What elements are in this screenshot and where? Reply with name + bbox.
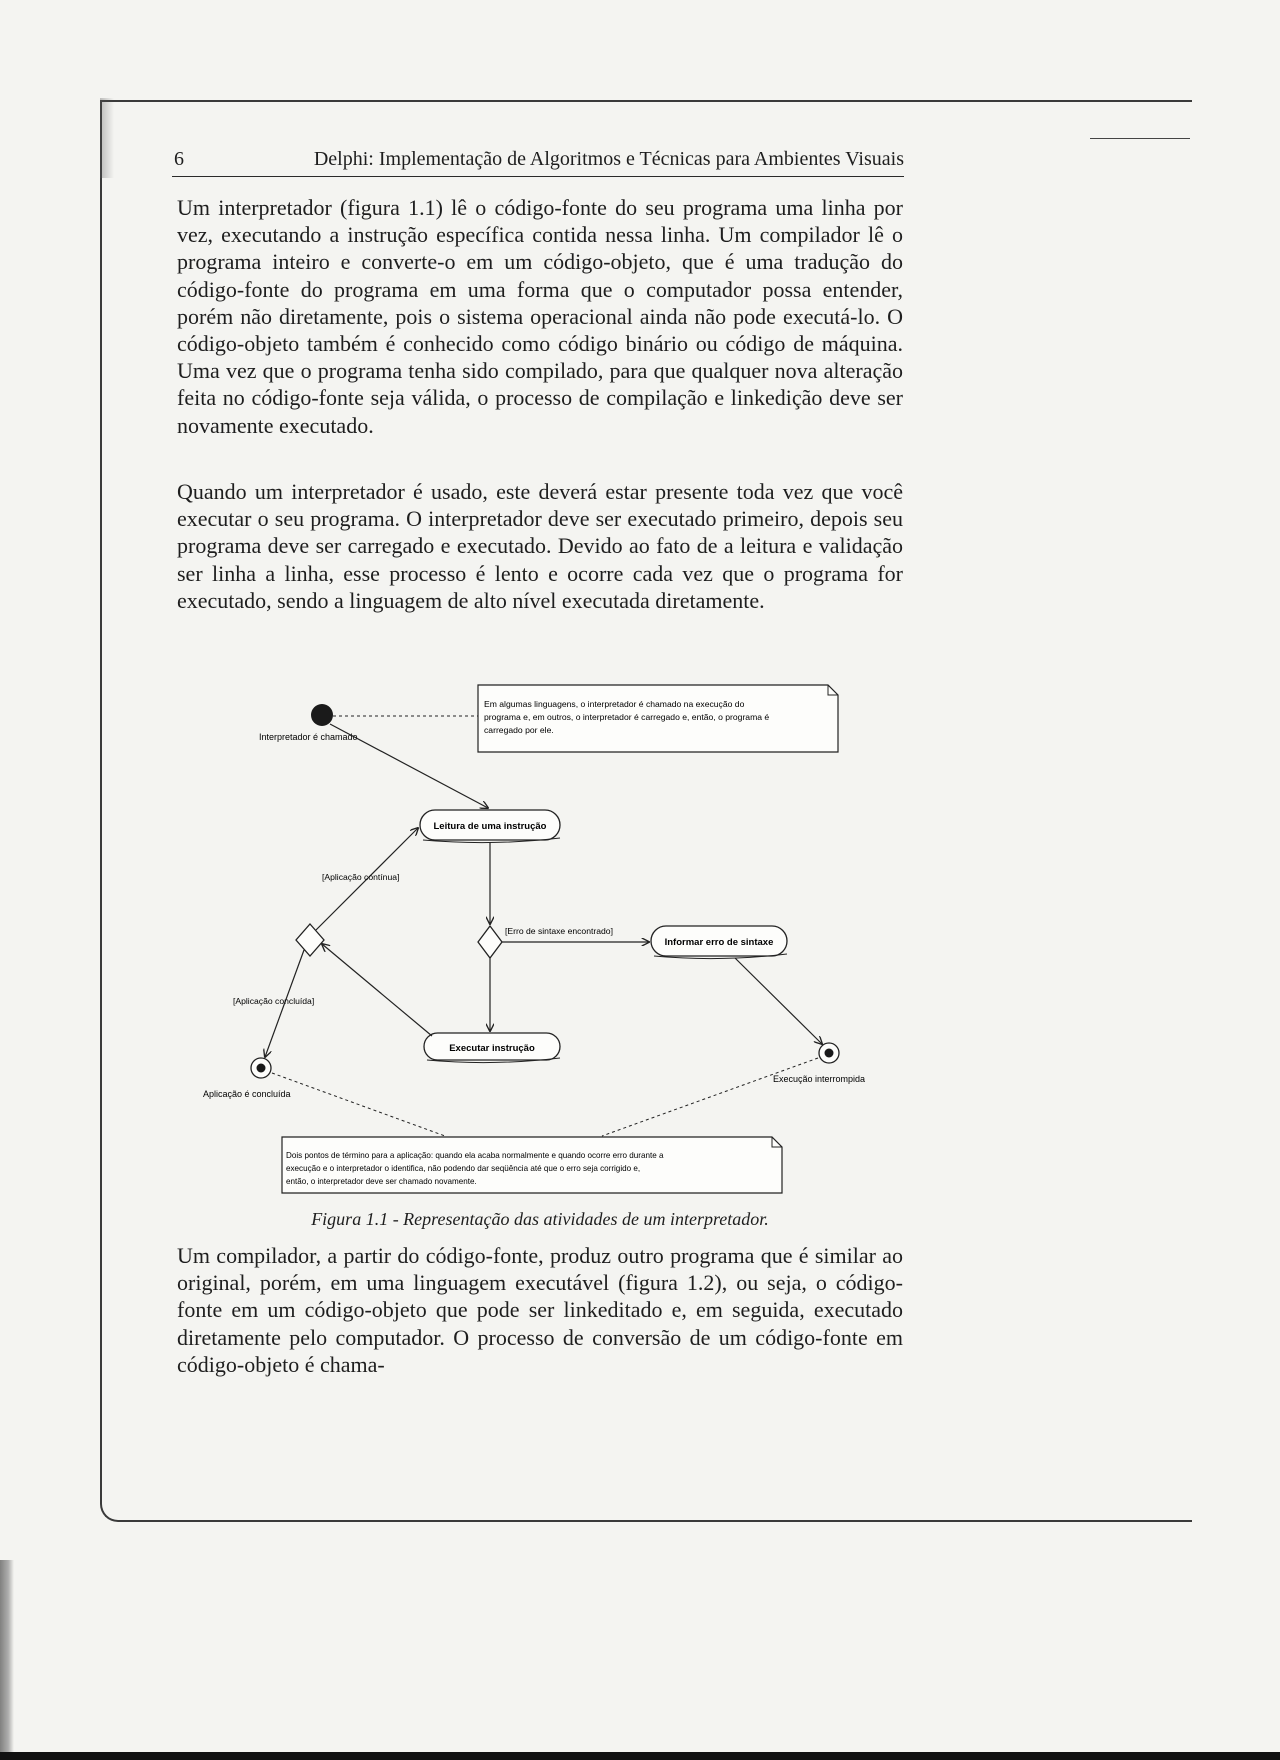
decision-continue [296,924,324,956]
start-node [311,704,333,726]
note-top-line-2: programa e, em outros, o interpretador é carregado e, então, o programa é [484,712,770,722]
note-top [478,685,838,752]
activity-execute-label: Executar instrução [449,1043,535,1054]
note-bottom-line-2: execução e o interpretador o identifica, não podendo dar seqüência até que o erro seja corrigido e, [286,1164,641,1173]
page-number: 6 [174,148,184,170]
paragraph-interpreter: Um interpretador (figura 1.1) lê o código-fonte do seu programa uma linha por vez, executando a instrução específica contida nessa linha. Um compilador lê o programa inteiro e converte-o em um código-objeto, que é uma tradução do código-fonte do programa em uma forma que o computador possa entender, porém não diretamente, pois o sistema operacional ainda não pode executá-lo. O código-objeto também é conhecido como código binário ou código de máquina. Uma vez que o programa tenha sido compilado, para que qualquer nova alteração feita no código-fonte seja válida, o processo de compilação e linkedição deve ser novamente executado. [177,195,903,438]
start-label: Interpretador é chamado [259,732,358,742]
interpreter-activity-diagram [200,675,866,1205]
scan-shadow-left [0,1560,14,1760]
guard-continue: [Aplicação contínua] [322,872,400,882]
activity-read-label: Leitura de uma instrução [433,821,547,832]
paragraph-compiler: Um compilador, a partir do código-fonte, produz outro programa que é similar ao original, porém, em uma linguagem executável (figura 1.2), ou seja, o código-fonte em um código-objeto que pode ser linkeditado e, em seguida, executado diretamente pelo computador. O processo de conversão de um código-fonte em código-objeto é chama- [177,1243,903,1377]
end-interrupted-label: Execução interrompida [773,1074,866,1084]
end-node-done [251,1058,271,1078]
decision-syntax [478,926,502,958]
guard-done: [Aplicação concluída] [233,996,315,1006]
paragraph-interpreter-usage: Quando um interpretador é usado, este deverá estar presente toda vez que você executar o seu programa. O interpretador deve ser executado primeiro, depois seu programa deve ser carregado e executado. Devido ao fato de a leitura e validação ser linha a linha, esse processo é lento e ocorre cada vez que o programa for executado, sendo a linguagem de alto nível executada diretamente. [177,479,903,613]
scan-bottom-edge [0,1752,1280,1760]
running-header [172,146,904,177]
activity-error-label: Informar erro de sintaxe [664,937,774,948]
guard-syntax-error: [Erro de sintaxe encontrado] [505,926,613,936]
scan-shadow-top [100,98,114,178]
note-bottom-line-3: então, o interpretador deve ser chamado novamente. [286,1177,477,1186]
note-bottom [282,1137,782,1193]
end-node-interrupted [819,1043,839,1063]
transitions [265,724,822,1057]
figure-caption: Figura 1.1 - Representação das atividades de um interpretador. [311,1209,769,1229]
note-bottom-line-1: Dois pontos de término para a aplicação: quando ela acaba normalmente e quando ocorre erro durante a [286,1151,664,1160]
note-top-line-3: carregado por ele. [484,725,554,735]
note-bottom-connectors [272,1058,818,1136]
scan-margin-line [1090,138,1190,139]
end-done-label: Aplicação é concluída [203,1089,291,1099]
note-top-line-1: Em algumas linguagens, o interpretador é chamado na execução do [484,699,745,709]
running-title: Delphi: Implementação de Algoritmos e Técnicas para Ambientes Visuais [313,148,904,170]
